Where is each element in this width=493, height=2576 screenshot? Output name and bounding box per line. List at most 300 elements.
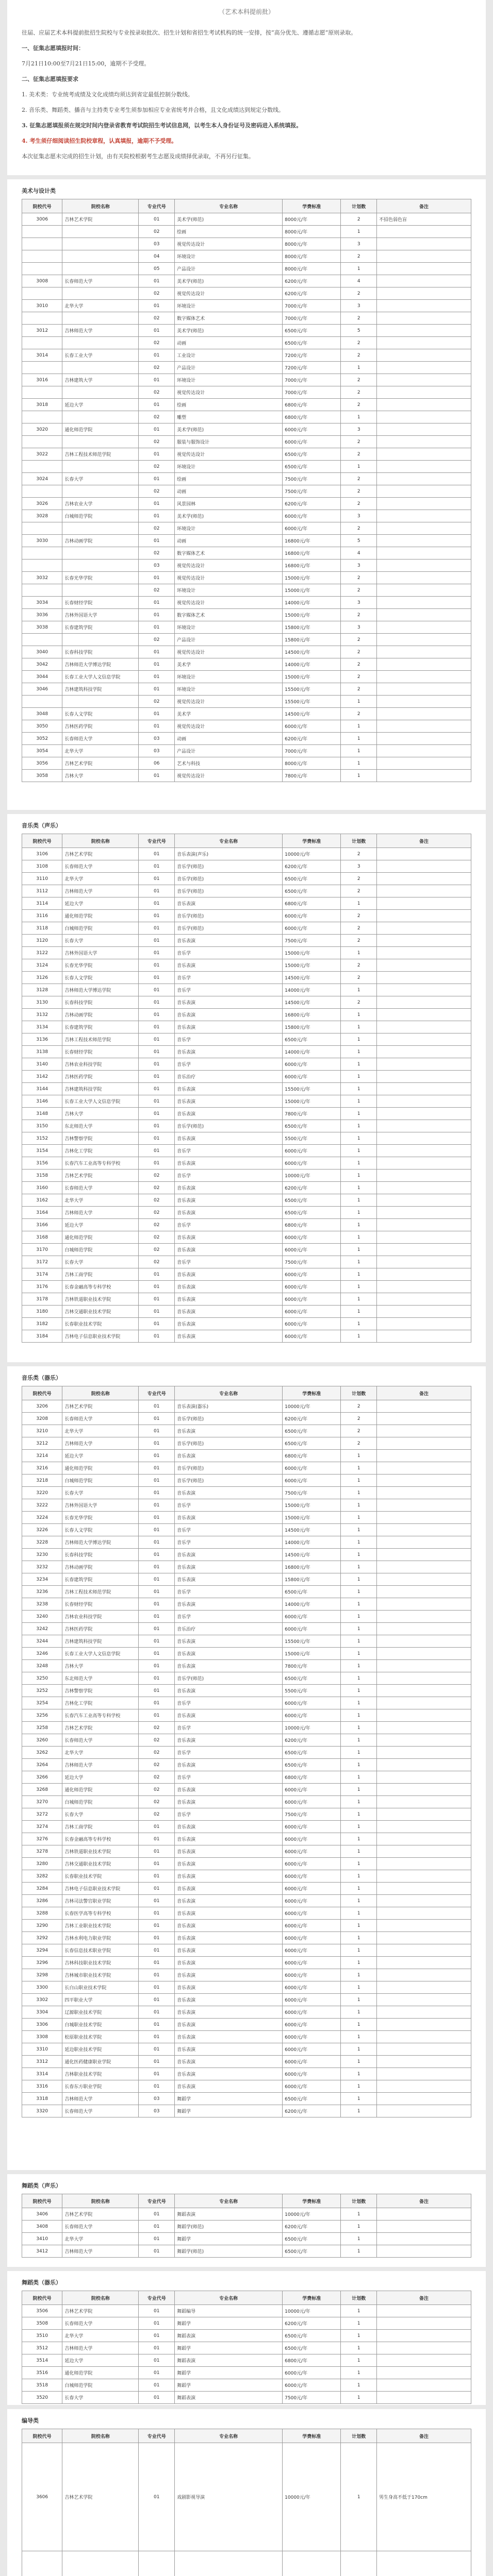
table-cell: 3288 (22, 1907, 62, 1920)
table-cell (377, 996, 471, 1009)
table-cell (377, 386, 471, 399)
table-cell: 3312 (22, 2056, 62, 2068)
table-cell: 1 (341, 1462, 377, 1475)
table-cell: 3112 (22, 885, 62, 897)
table-cell: 6000元/年 (283, 1244, 341, 1256)
table-cell: 6500元/年 (283, 325, 341, 337)
table-row (22, 1821, 471, 1833)
table-row (22, 325, 471, 337)
table-row (22, 2031, 471, 2043)
table-cell: 6000元/年 (283, 522, 341, 535)
intro-paragraph: 往届、应届艺术本科提前批招生院校与专业按录取批次、招生计划和省招生考试机构的统一安排，按“高分优先、遵循志愿”原则录取。 (22, 29, 357, 36)
table-cell: 音乐学(师范) (175, 873, 283, 885)
table-row (22, 1747, 471, 1759)
table-cell (22, 522, 62, 535)
table-row (22, 1021, 471, 1033)
table-cell: 01 (139, 1969, 175, 1981)
table-cell: 1 (341, 1549, 377, 1561)
table-cell: 1 (341, 1170, 377, 1182)
table-cell: 8000元/年 (283, 250, 341, 263)
table-cell: 吉林师范大学博达学院 (62, 658, 139, 671)
table-section (7, 2409, 486, 2576)
table-cell: 延边大学 (62, 2354, 139, 2367)
table-cell: 音乐学(师范) (175, 1437, 283, 1450)
table-row (22, 1400, 471, 1413)
table-cell: 1 (341, 1487, 377, 1499)
table-cell: 6800元/年 (283, 2354, 341, 2367)
table-cell: 02 (139, 584, 175, 597)
table-cell: 01 (139, 1845, 175, 1858)
table-cell: 3270 (22, 1796, 62, 1808)
table-row (22, 2392, 471, 2404)
table-cell: 6000元/年 (283, 1920, 341, 1932)
table-cell: 音乐表演 (175, 1450, 283, 1462)
table-cell: 6000元/年 (283, 1895, 341, 1907)
table-cell: 3318 (22, 2093, 62, 2105)
table-cell (377, 1586, 471, 1598)
column-header: 专业代号 (139, 199, 175, 213)
table-cell: 3 (341, 300, 377, 312)
table-cell (377, 584, 471, 597)
table-cell (377, 708, 471, 720)
table-cell: 14000元/年 (283, 1536, 341, 1549)
table-cell: 1 (341, 2367, 377, 2379)
table-cell: 03 (139, 560, 175, 572)
table-cell (22, 560, 62, 572)
table-cell: 01 (139, 2342, 175, 2354)
table-row (22, 733, 471, 745)
table-cell (377, 1808, 471, 1821)
table-cell: 音乐学(师范) (175, 1475, 283, 1487)
table-cell: 01 (139, 646, 175, 658)
table-cell: 3040 (22, 646, 62, 658)
table-cell: 01 (139, 275, 175, 287)
table-row (22, 522, 471, 535)
table-cell: 6000元/年 (283, 1330, 341, 1343)
table-cell: 音乐表演 (175, 1561, 283, 1573)
table-cell: 1 (341, 984, 377, 996)
table-cell: 舞蹈学 (175, 2105, 283, 2117)
table-cell: 16800元/年 (283, 560, 341, 572)
table-cell: 1 (341, 1145, 377, 1157)
column-header: 院校名称 (62, 2429, 139, 2443)
table-row (22, 1487, 471, 1499)
table-cell: 3026 (22, 498, 62, 510)
table-cell (377, 2233, 471, 2245)
table-row (22, 1722, 471, 1734)
table-cell: 长春师范大学 (62, 1413, 139, 1425)
table-cell: 白城师范学院 (62, 510, 139, 522)
table-cell: 01 (139, 658, 175, 671)
table-cell: 6800元/年 (283, 1450, 341, 1462)
table-cell (62, 362, 139, 374)
table-row (22, 275, 471, 287)
table-cell: 2 (341, 436, 377, 448)
table-cell: 1 (341, 745, 377, 757)
table-cell: 01 (139, 1685, 175, 1697)
table-cell: 舞蹈表演 (175, 2208, 283, 2221)
table-cell: 1 (341, 1512, 377, 1524)
table-cell: 长春医学高等专科学校 (62, 1907, 139, 1920)
table-cell: 1 (341, 1157, 377, 1170)
table-cell (377, 287, 471, 300)
table-row (22, 1132, 471, 1145)
table-row (22, 1231, 471, 1244)
table-cell: 1 (341, 1920, 377, 1932)
table-cell: 1 (341, 1759, 377, 1771)
table-cell: 白城师范学院 (62, 1796, 139, 1808)
table-row (22, 1536, 471, 1549)
table-cell: 6200元/年 (283, 733, 341, 745)
table-cell: 音乐治疗 (175, 1071, 283, 1083)
table-cell: 01 (139, 1660, 175, 1672)
table-cell: 01 (139, 1400, 175, 1413)
table-cell (377, 1306, 471, 1318)
table-cell (377, 1281, 471, 1293)
table-cell: 北华大学 (62, 1747, 139, 1759)
table-cell: 3286 (22, 1895, 62, 1907)
table-cell: 6000元/年 (283, 436, 341, 448)
table-row (22, 671, 471, 683)
table-cell: 15500元/年 (283, 696, 341, 708)
table-cell: 2 (341, 671, 377, 683)
table-cell: 03 (139, 733, 175, 745)
table-cell: 1 (341, 2379, 377, 2392)
table-row (22, 1981, 471, 1994)
table-cell: 02 (139, 386, 175, 399)
table-cell: 3 (341, 560, 377, 572)
table-cell (377, 910, 471, 922)
table-cell (377, 2221, 471, 2233)
table-cell: 服装与服饰设计 (175, 436, 283, 448)
table-cell: 01 (139, 535, 175, 547)
table-cell: 3170 (22, 1244, 62, 1256)
table-cell: 3506 (22, 2305, 62, 2317)
table-cell: 01 (139, 947, 175, 959)
table-cell: 1 (341, 1293, 377, 1306)
table-cell: 3046 (22, 683, 62, 696)
table-row (22, 362, 471, 374)
table-cell: 01 (139, 2006, 175, 2019)
table-cell: 音乐表演 (175, 1549, 283, 1561)
table-cell: 吉林师范大学 (62, 1437, 139, 1450)
table-cell: 1 (341, 1033, 377, 1046)
table-row (22, 238, 471, 250)
table-cell: 音乐表演 (175, 1981, 283, 1994)
table-cell: 3508 (22, 2317, 62, 2330)
intro-heading: 二、征集志愿填报要求 (22, 76, 78, 82)
table-cell (377, 1709, 471, 1722)
table-cell: 吉林外国语大学 (62, 609, 139, 621)
table-cell: 3054 (22, 745, 62, 757)
table-cell: 长春光华学院 (62, 959, 139, 972)
table-cell: 3236 (22, 1586, 62, 1598)
column-header: 计划数 (341, 199, 377, 213)
table-cell: 3212 (22, 1437, 62, 1450)
table-cell: 01 (139, 1450, 175, 1462)
table-cell: 音乐学 (175, 1586, 283, 1598)
table-cell: 3172 (22, 1256, 62, 1268)
table-cell: 长春大学 (62, 2392, 139, 2404)
table-cell: 2 (341, 485, 377, 498)
table-cell: 延边大学 (62, 1219, 139, 1231)
table-cell (377, 1132, 471, 1145)
table-cell: 14000元/年 (283, 597, 341, 609)
table-cell: 6800元/年 (283, 897, 341, 910)
table-cell: 长春大学 (62, 473, 139, 485)
table-row (22, 1623, 471, 1635)
table-cell: 01 (139, 1033, 175, 1046)
table-cell (22, 411, 62, 423)
table-cell (377, 2093, 471, 2105)
table-cell: 01 (139, 959, 175, 972)
table-cell: 1 (341, 2354, 377, 2367)
table-cell: 1 (341, 263, 377, 275)
table-cell: 6000元/年 (283, 1058, 341, 1071)
table-cell: 3106 (22, 848, 62, 860)
column-header: 专业名称 (175, 2291, 283, 2305)
table-cell: 视觉传达设计 (175, 696, 283, 708)
table-row (22, 300, 471, 312)
table-row (22, 337, 471, 349)
table-cell: 01 (139, 2221, 175, 2233)
table-cell: 01 (139, 1932, 175, 1944)
table-cell: 1 (341, 411, 377, 423)
table-cell (377, 1833, 471, 1845)
table-cell: 音乐表演 (175, 1281, 283, 1293)
table-cell (377, 1883, 471, 1895)
table-cell: 长春人文学院 (62, 972, 139, 984)
table-cell: 3140 (22, 1058, 62, 1071)
table-cell: 吉林艺术学院 (62, 757, 139, 770)
table-cell: 吉林铁道职业技术学院 (62, 1845, 139, 1858)
table-cell: 长春财经学院 (62, 1046, 139, 1058)
table-cell: 动画 (175, 733, 283, 745)
table-cell: 美术学 (175, 708, 283, 720)
table-cell: 3304 (22, 2006, 62, 2019)
table-cell: 舞蹈学 (175, 2379, 283, 2392)
table-cell: 01 (139, 2354, 175, 2367)
table-row (22, 1120, 471, 1132)
table-cell: 通化师范学院 (62, 1784, 139, 1796)
table-cell: 长春师范大学 (62, 1734, 139, 1747)
table-cell: 3 (341, 423, 377, 436)
table-cell (22, 263, 62, 275)
table-cell: 01 (139, 1108, 175, 1120)
table-cell: 长春金融高等专科学校 (62, 1833, 139, 1845)
table-cell (377, 2080, 471, 2093)
table-cell: 3294 (22, 1944, 62, 1957)
table-cell: 6000元/年 (283, 1462, 341, 1475)
table-cell: 吉林师范大学博达学院 (62, 1536, 139, 1549)
table-cell: 1 (341, 1685, 377, 1697)
table-row (22, 1784, 471, 1796)
table-cell: 01 (139, 1120, 175, 1132)
table-cell (377, 2245, 471, 2258)
column-header: 院校代号 (22, 2291, 62, 2305)
table-cell: 01 (139, 873, 175, 885)
table-cell: 1 (341, 1330, 377, 1343)
table-cell: 吉林司法警官职业学院 (62, 1895, 139, 1907)
table-cell: 长春科技学院 (62, 646, 139, 658)
table-cell: 2 (341, 1400, 377, 1413)
table-cell: 吉林师范大学 (62, 1759, 139, 1771)
table-cell (377, 1330, 471, 1343)
table-row (22, 1932, 471, 1944)
table-cell: 02 (139, 1808, 175, 1821)
column-header: 院校名称 (62, 2291, 139, 2305)
table-cell: 7200元/年 (283, 349, 341, 362)
table-cell: 6500元/年 (283, 1672, 341, 1685)
table-row (22, 1697, 471, 1709)
table-cell: 音乐表演 (175, 959, 283, 972)
table-cell: 01 (139, 1330, 175, 1343)
table-header-row (22, 1386, 471, 1400)
table-cell: 1 (341, 1932, 377, 1944)
table-cell: 01 (139, 671, 175, 683)
table-cell: 3176 (22, 1281, 62, 1293)
table-cell: 14000元/年 (283, 1598, 341, 1611)
table-cell: 6000元/年 (283, 1858, 341, 1870)
table-cell: 3230 (22, 1549, 62, 1561)
table-cell: 7800元/年 (283, 770, 341, 782)
table-cell: 3164 (22, 1207, 62, 1219)
table-cell: 音乐表演 (175, 1268, 283, 1281)
table-cell: 6200元/年 (283, 1182, 341, 1194)
table-cell: 6500元/年 (283, 873, 341, 885)
table-cell (377, 1623, 471, 1635)
column-header: 院校代号 (22, 834, 62, 848)
table-row (22, 535, 471, 547)
table-cell: 2 (341, 213, 377, 226)
table-row (22, 2354, 471, 2367)
table-cell: 吉林艺术学院 (62, 1722, 139, 1734)
table-cell: 6500元/年 (283, 1759, 341, 1771)
table-row (22, 1660, 471, 1672)
table-row (22, 2221, 471, 2233)
table-cell: 3258 (22, 1722, 62, 1734)
table-cell (377, 572, 471, 584)
table-cell (377, 1120, 471, 1132)
table-cell: 音乐表演 (175, 1944, 283, 1957)
table-cell: 10000元/年 (283, 2305, 341, 2317)
table-cell (377, 1697, 471, 1709)
table-cell: 3006 (22, 213, 62, 226)
table-cell (377, 671, 471, 683)
table-cell (377, 2342, 471, 2354)
table-cell: 1 (341, 1281, 377, 1293)
column-header: 专业代号 (139, 2291, 175, 2305)
table-cell (377, 362, 471, 374)
table-cell: 通化师范学院 (62, 2367, 139, 2379)
table-cell: 01 (139, 1957, 175, 1969)
table-cell: 02 (139, 1194, 175, 1207)
table-cell: 6000元/年 (283, 423, 341, 436)
table-cell: 6500元/年 (283, 448, 341, 461)
table-row (22, 1450, 471, 1462)
table-cell: 2 (341, 972, 377, 984)
table-cell: 音乐表演(器乐) (175, 1400, 283, 1413)
table-cell: 3160 (22, 1182, 62, 1194)
table-cell: 1 (341, 1944, 377, 1957)
table-cell (139, 2551, 175, 2576)
table-row (22, 386, 471, 399)
table-cell: 3256 (22, 1709, 62, 1722)
table-cell: 美术学(师范) (175, 213, 283, 226)
table-cell: 01 (139, 1021, 175, 1033)
table-cell: 01 (139, 2080, 175, 2093)
column-header: 备注 (377, 1386, 471, 1400)
table-cell: 7800元/年 (283, 1108, 341, 1120)
table-cell: 音乐学 (175, 1722, 283, 1734)
table-cell: 1 (341, 2031, 377, 2043)
table-cell (377, 597, 471, 609)
table-cell: 01 (139, 1157, 175, 1170)
table-cell: 长春金融高等专科学校 (62, 1281, 139, 1293)
table-cell (377, 860, 471, 873)
table-cell: 4 (341, 547, 377, 560)
table-cell: 14500元/年 (283, 646, 341, 658)
table-cell: 6000元/年 (283, 1157, 341, 1170)
table-cell: 3136 (22, 1033, 62, 1046)
table-cell: 3032 (22, 572, 62, 584)
table-row (22, 2233, 471, 2245)
column-header: 专业代号 (139, 1386, 175, 1400)
table-cell: 长春职业技术学院 (62, 1318, 139, 1330)
table-cell: 8000元/年 (283, 238, 341, 250)
table-cell: 吉林农业科技学院 (62, 1611, 139, 1623)
column-header: 学费标准 (283, 2291, 341, 2305)
table-cell (22, 485, 62, 498)
table-cell: 14500元/年 (283, 1524, 341, 1536)
table-row (22, 935, 471, 947)
table-cell: 01 (139, 1071, 175, 1083)
table-cell: 3030 (22, 535, 62, 547)
table-cell: 长春汽车工业高等专科学校 (62, 1709, 139, 1722)
table-row (22, 2551, 471, 2576)
table-cell: 吉林水利电力职业学院 (62, 1932, 139, 1944)
table-cell: 1 (341, 2443, 377, 2551)
table-cell: 01 (139, 2233, 175, 2245)
table-cell: 3520 (22, 2392, 62, 2404)
table-cell: 1 (341, 362, 377, 374)
table-cell: 01 (139, 621, 175, 634)
table-cell: 3150 (22, 1120, 62, 1132)
table-cell: 1 (341, 1318, 377, 1330)
table-cell (377, 1821, 471, 1833)
table-row (22, 609, 471, 621)
table-cell: 3012 (22, 325, 62, 337)
table-cell: 3232 (22, 1561, 62, 1573)
table-cell: 01 (139, 2443, 175, 2551)
table-cell: 05 (139, 263, 175, 275)
table-cell (377, 1450, 471, 1462)
table-cell: 3250 (22, 1672, 62, 1685)
table-cell: 10000元/年 (283, 1170, 341, 1182)
table-cell: 吉林建筑科技学院 (62, 683, 139, 696)
table-row (22, 1194, 471, 1207)
table-header-row (22, 199, 471, 213)
table-cell: 长春财经学院 (62, 597, 139, 609)
table-cell: 艺术与科技 (175, 757, 283, 770)
table-cell: 1 (341, 1021, 377, 1033)
table-cell: 3320 (22, 2105, 62, 2117)
table-cell (377, 683, 471, 696)
table-cell: 绘画 (175, 399, 283, 411)
table-cell: 3290 (22, 1920, 62, 1932)
table-cell: 6500元/年 (283, 2245, 341, 2258)
table-cell: 3142 (22, 1071, 62, 1083)
